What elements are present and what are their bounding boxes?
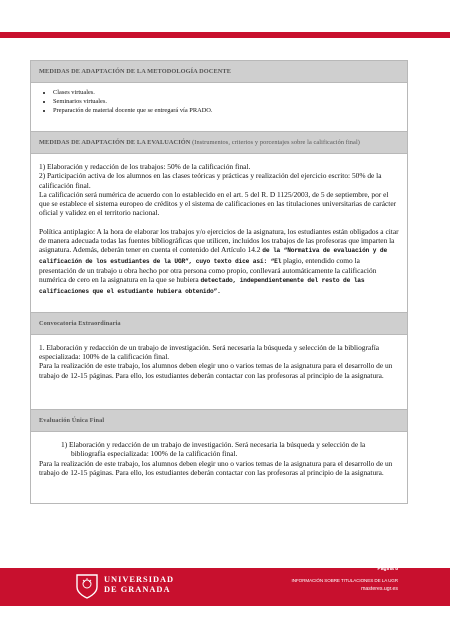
list-item: • Preparación de material docente que se entregará vía PRADO. <box>53 106 399 115</box>
paragraph: Para la realización de este trabajo, los alumnos deben elegir uno o varios temas de la asignatura para el desarrollo de un trabajo de 12-15 páginas. Para ello, los estudiantes deberán contactar con las profesoras al principio de la asignatura. <box>39 458 393 477</box>
antiplagio-text-b: de la “Normativa de evaluación y de calificación de los estudiantes de la UGR”, cuyo texto dice así: “El <box>39 247 388 265</box>
list-item: • Clases virtuales. <box>53 88 399 97</box>
footer-url-link[interactable]: masteres.ugr.es <box>361 586 398 592</box>
section-body-metodologia <box>31 83 407 132</box>
footer-info-text: INFORMACIÓN SOBRE TITULACIONES DE LA UGR <box>291 578 398 583</box>
section-heading-extraordinaria: Convocatoria Extraordinaria <box>31 313 407 335</box>
evaluacion-heading-sub: (Instrumentos, criterios y porcentajes sobre la calificación final) <box>192 139 360 146</box>
evaluacion-heading-main: MEDIDAS DE ADAPTACIÓN DE LA EVALUACIÓN <box>39 139 191 146</box>
logo-line-1: UNIVERSIDAD <box>104 575 175 584</box>
university-logo-text <box>104 575 174 595</box>
section-body-extraordinaria <box>31 335 407 410</box>
list-item: • Seminarios virtuales. <box>53 97 399 106</box>
university-crest-icon <box>74 572 100 600</box>
paragraph: 1) Elaboración y redacción de los trabajos: 50% de la calificación final. <box>39 162 251 171</box>
metodologia-list <box>39 88 399 115</box>
antiplagio-text-c: plagio, entendido como la presentación de un trabajo u obra hecho por otra persona como propio, conllevará automáticamente la calificación numérica de cero en la asignatura en la que se hubiera <box>39 255 377 285</box>
page-number: Página 8 <box>377 566 398 572</box>
section-heading-metodologia: MEDIDAS DE ADAPTACIÓN DE LA METODOLOGÍA DOCENTE <box>31 61 407 83</box>
paragraph: 2) Participación activa de los alumnos en las clases teóricas y prácticas y realización del ejercicio escrito: 50% de la calificación final. <box>39 171 382 190</box>
antiplagio-text-d: detectado, independientemente del resto de las calificaciones que el estudiante hubiera obtenido”. <box>39 277 365 295</box>
guide-table <box>30 60 408 504</box>
logo-line-2: DE GRANADA <box>104 585 171 594</box>
section-body-unica <box>31 432 407 503</box>
top-accent-bar <box>0 32 450 38</box>
paragraph: La calificación será numérica de acuerdo con lo establecido en el art. 5 del R. D 1125/2003, de 5 de septiembre, por el que se establece el sistema europeo de créditos y el sistema de calificaciones en las titulaciones universitarias de carácter oficial y validez en el territorio nacional. <box>39 189 397 218</box>
paragraph: 1. Elaboración y redacción de un trabajo de investigación. Será necesaria la búsqueda y selección de la bibliografía especializada: 100% de la calificación final. <box>39 342 380 362</box>
paragraph: Para la realización de este trabajo, los alumnos deben elegir uno o varios temas de la asignatura para el desarrollo de un trabajo de 12-15 páginas. Para ello, los estudiantes deberán contactar con las profesoras al principio de la asignatura. <box>39 361 393 380</box>
antiplagio-text-a: Política antiplagio: A la hora de elaborar los trabajos y/o ejercicios de la asignatura, los estudiantes están obligados a citar de manera adecuada todas las fuentes bibliográficas que utilicen, incluidos los trabajos de las profesoras que imparten la asignatura. Además, deberán tener en cuenta el contenido del Artículo 14.2 <box>39 226 399 255</box>
section-body-evaluacion <box>31 154 407 313</box>
paragraph: 1) Elaboración y redacción de un trabajo de investigación. Será necesaria la búsqueda y selección de la bibliografía especializada: 100% de la calificación final. <box>61 440 366 459</box>
section-heading-unica: Evaluación Única Final <box>31 410 407 432</box>
paragraph-antiplagio <box>39 227 399 296</box>
section-heading-evaluacion <box>31 132 407 154</box>
